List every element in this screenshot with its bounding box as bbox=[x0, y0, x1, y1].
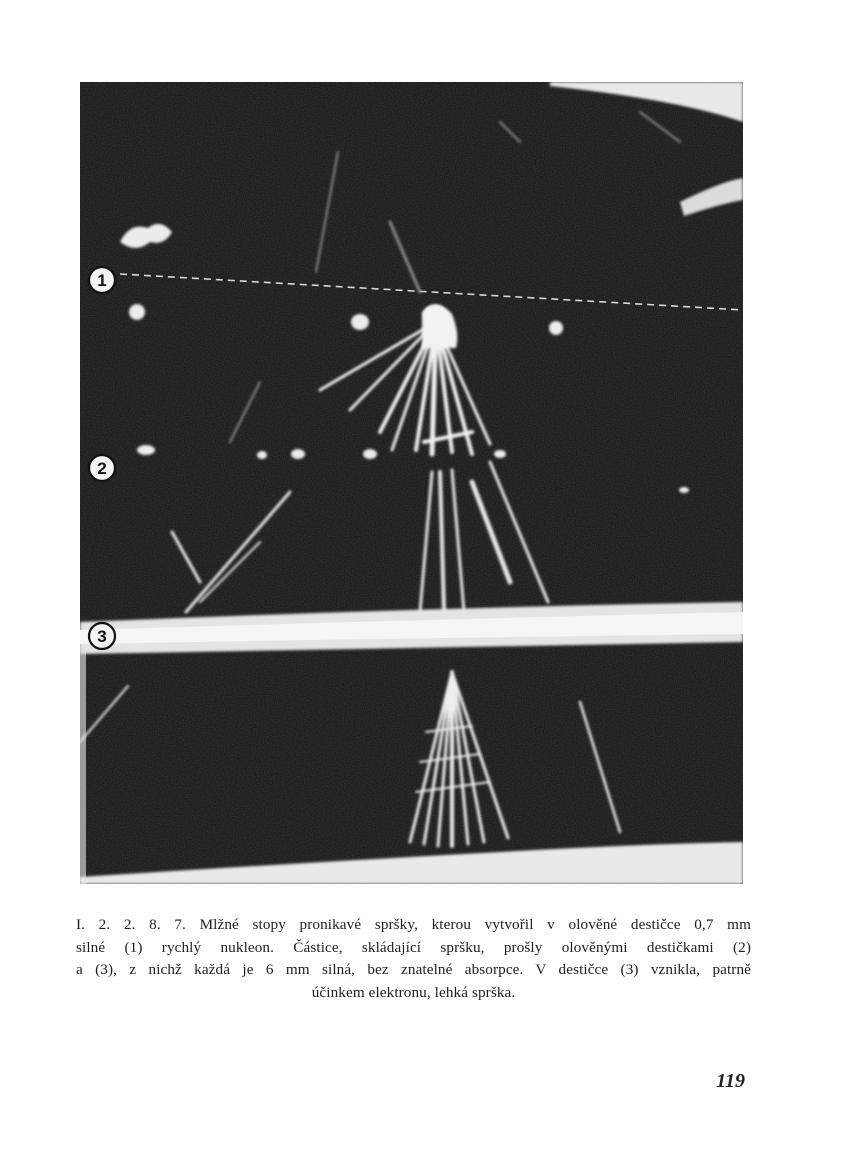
plate-marker-2 bbox=[89, 455, 115, 481]
plate-marker-1-label: 1 bbox=[97, 271, 107, 290]
page-number: 119 bbox=[716, 1070, 745, 1092]
figure-caption bbox=[76, 914, 751, 1004]
plate-marker-3-label: 3 bbox=[97, 627, 107, 646]
caption-line: silné (1) rychlý nukleon. Částice, skládající spršku, prošly olověnými destičkami (2) bbox=[76, 938, 751, 956]
cloud-chamber-photograph bbox=[80, 82, 743, 884]
plate-marker-2-label: 2 bbox=[97, 459, 107, 478]
plate-marker-1 bbox=[89, 267, 115, 293]
caption-line: účinkem elektronu, lehká sprška. bbox=[311, 983, 516, 1001]
plate-marker-3 bbox=[89, 623, 115, 649]
caption-line: I. 2. 2. 8. 7. Mlžné stopy pronikavé spršky, kterou vytvořil v olověné destičce 0,7 mm bbox=[76, 916, 751, 933]
caption-line: a (3), z nichž každá je 6 mm silná, bez znatelné absorpce. V destičce (3) vznikla, patrně bbox=[76, 961, 751, 978]
